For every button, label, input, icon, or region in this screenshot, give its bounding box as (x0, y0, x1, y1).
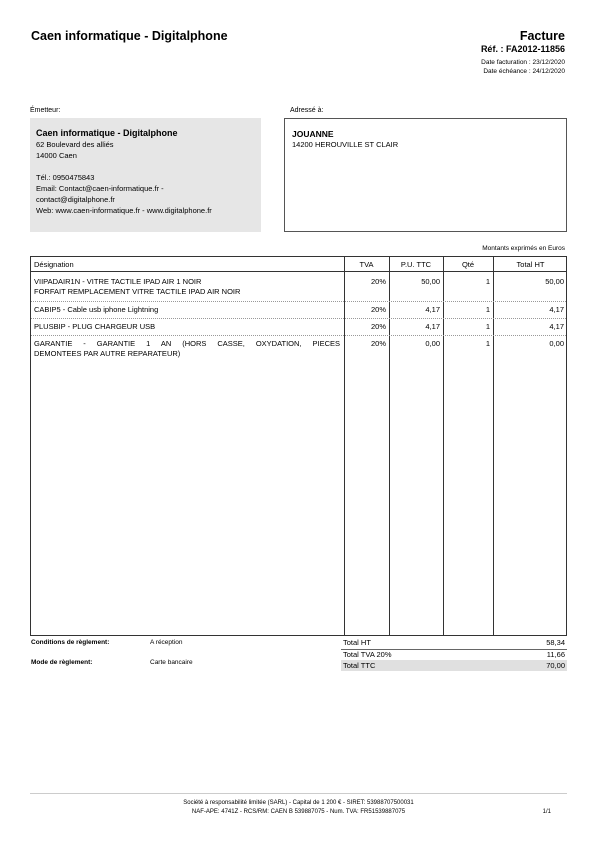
invoice-reference: Réf. : FA2012-11856 (480, 44, 565, 54)
recipient-name: JOUANNE (292, 129, 334, 139)
emitter-name: Caen informatique - Digitalphone (36, 128, 178, 138)
header-quantity: Qté (461, 260, 475, 269)
row-designation-line2: DEMONTEES PAR AUTRE REPARATEUR) (34, 349, 181, 358)
row-separator (31, 301, 566, 302)
recipient-box (284, 118, 567, 232)
emitter-phone: Tél.: 0950475843 (36, 173, 95, 182)
billing-date: Date facturation : 23/12/2020 (481, 59, 565, 66)
row-designation-line2: FORFAIT REMPLACEMENT VITRE TACTILE IPAD AIR NOIR (34, 287, 241, 296)
total-ht-label: Total HT (343, 638, 371, 647)
emitter-email-2: contact@digitalphone.fr (36, 195, 115, 204)
items-table (30, 256, 567, 636)
row-separator (31, 335, 566, 336)
payment-terms-value: A réception (150, 639, 183, 646)
row-designation-line1: VIIPADAIR1N - VITRE TACTILE IPAD AIR 1 NOIR (34, 277, 202, 286)
due-date: Date échéance : 24/12/2020 (483, 68, 565, 75)
row-tva: 20% (370, 305, 386, 314)
header-designation: Désignation (34, 260, 74, 269)
row-designation-line1: GARANTIE - GARANTIE 1 AN (HORS CASSE, OXYDATION, PIECES (34, 339, 340, 348)
row-designation-line1: CABIP5 - Cable usb iphone Lightning (34, 305, 159, 314)
total-tva-label: Total TVA 20% (343, 650, 392, 659)
invoice-dates (481, 58, 565, 76)
emitter-box (30, 118, 261, 232)
payment-mode-value: Carte bancaire (150, 659, 193, 666)
row-total: 4,17 (549, 322, 564, 331)
footer-divider (30, 793, 567, 794)
header-unit-price: P.U. TTC (400, 260, 432, 269)
row-quantity: 1 (485, 339, 490, 348)
row-quantity: 1 (485, 322, 490, 331)
row-unit-price: 0,00 (425, 339, 440, 348)
payment-terms-label: Conditions de règlement: (31, 639, 110, 646)
company-name: Caen informatique - Digitalphone (31, 29, 228, 43)
row-tva: 20% (370, 277, 386, 286)
header-divider (31, 271, 566, 272)
emitter-email-1: Email: Contact@caen-informatique.fr - (36, 184, 164, 193)
total-ttc-label: Total TTC (343, 661, 376, 670)
page-number: 1/1 (542, 809, 551, 815)
footer-legal-line1: Société à responsabilité limitée (SARL) - Capital de 1 200 € - SIRET: 53988707500031 (183, 800, 414, 806)
total-ttc-value: 70,00 (546, 661, 565, 670)
row-designation-line1: PLUSBIP - PLUG CHARGEUR USB (34, 322, 156, 331)
header-total: Total HT (516, 260, 545, 269)
emitter-label: Émetteur: (30, 107, 61, 114)
emitter-address-2: 14000 Caen (36, 151, 77, 160)
footer-legal-line2: NAF-APE: 4741Z - RCS/RM: CAEN B 539887075 - Num. TVA: FR51539887075 (191, 809, 406, 815)
row-tva: 20% (370, 322, 386, 331)
row-unit-price: 4,17 (425, 305, 440, 314)
row-separator (31, 318, 566, 319)
row-total: 4,17 (549, 305, 564, 314)
row-unit-price: 50,00 (421, 277, 440, 286)
row-tva: 20% (370, 339, 386, 348)
total-tva-value: 11,66 (546, 650, 565, 659)
row-total: 0,00 (549, 339, 564, 348)
row-unit-price: 4,17 (425, 322, 440, 331)
emitter-spacer (36, 161, 255, 172)
emitter-web: Web: www.caen-informatique.fr - www.digitalphone.fr (36, 206, 212, 215)
payment-mode-label: Mode de règlement: (31, 659, 93, 666)
row-quantity: 1 (485, 305, 490, 314)
header-tva: TVA (359, 260, 374, 269)
emitter-address-1: 62 Boulevard des alliés (36, 140, 114, 149)
document-type: Facture (519, 29, 565, 43)
recipient-address: 14200 HEROUVILLE ST CLAIR (292, 140, 399, 149)
recipient-label: Adressé à: (290, 107, 324, 114)
total-ht-value: 58,34 (546, 638, 565, 647)
currency-note: Montants exprimés en Euros (482, 245, 565, 252)
row-quantity: 1 (485, 277, 490, 286)
row-total: 50,00 (545, 277, 564, 286)
